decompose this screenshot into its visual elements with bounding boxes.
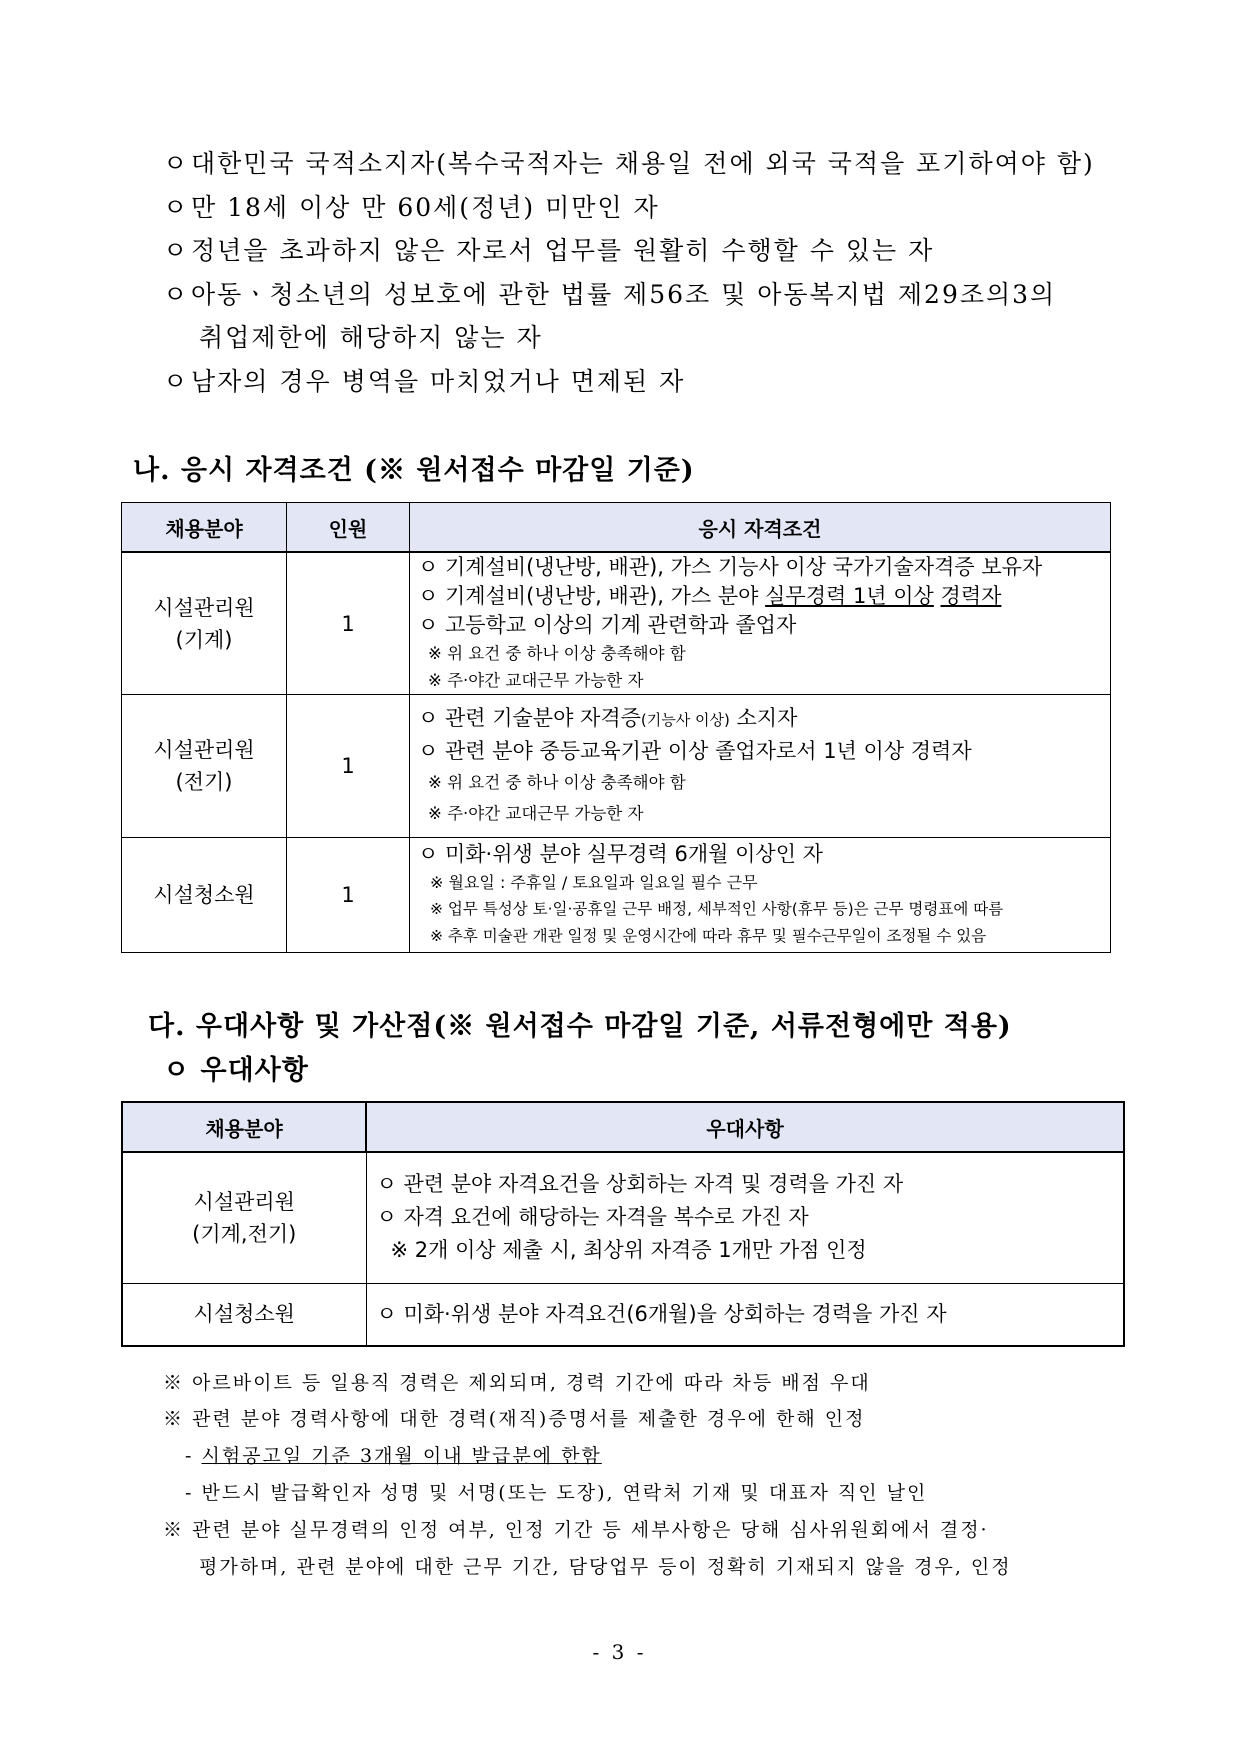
footnote-1: ※ 아르바이트 등 일용직 경력은 제외되며, 경력 기간에 따라 차등 배점 우대 bbox=[163, 1372, 871, 1394]
eligibility-item-5: ㅇ남자의 경우 병역을 마치었거나 면제된 자 bbox=[163, 362, 685, 398]
header-count: 인원 bbox=[287, 503, 410, 553]
bullet-icon: ㅇ bbox=[163, 236, 190, 265]
conditions-cell: ㅇ 미화·위생 분야 실무경력 6개월 이상인 자 ※ 월요일 : 주휴일 / 토요일과 일요일 필수 근무 ※ 업무 특성상 토·일·공휴일 근무 배정, 세부적인 사항(휴무 등)은 근무 명령표에 따름 ※ 추후 미술관 개관 일정 및 운영시간에 따라 휴무 및 필수근무일이 조정될 수 있음 bbox=[410, 838, 1111, 953]
field-cell: 시설관리원 (기계,전기) bbox=[122, 1152, 366, 1283]
conditions-cell: ㅇ 관련 기술분야 자격증(기능사 이상) 소지자 ㅇ 관련 분야 중등교육기관 이상 졸업자로서 1년 이상 경력자 ※ 위 요건 중 하나 이상 충족해야 함 ※ 주·야간 교대근무 가능한 자 bbox=[410, 695, 1111, 838]
footnote-6: 평가하며, 관련 분야에 대한 근무 기간, 담당업무 등이 정확히 기재되지 않을 경우, 인정 bbox=[199, 1556, 1012, 1578]
eligibility-item-3: ㅇ정년을 초과하지 않은 자로서 업무를 원활히 수행할 수 있는 자 bbox=[163, 231, 934, 267]
eligibility-item-4-cont: 취업제한에 해당하지 않는 자 bbox=[199, 323, 543, 352]
header-field: 채용분야 bbox=[122, 503, 287, 553]
footnote-4: - 반드시 발급확인자 성명 및 서명(또는 도장), 연락처 기재 및 대표자 직인 날인 bbox=[185, 1482, 928, 1504]
footnote-2: ※ 관련 분야 경력사항에 대한 경력(재직)증명서를 제출한 경우에 한해 인정 bbox=[163, 1408, 866, 1430]
field-cell: 시설관리원 (기계) bbox=[122, 552, 287, 695]
header-conditions: 응시 자격조건 bbox=[410, 503, 1111, 553]
header-preferences: 우대사항 bbox=[366, 1102, 1124, 1152]
table-row bbox=[122, 1283, 1124, 1346]
count-cell: 1 bbox=[287, 838, 410, 953]
field-cell: 시설청소원 bbox=[122, 838, 287, 953]
field-cell: 시설청소원 bbox=[122, 1283, 366, 1346]
bullet-icon: ㅇ bbox=[163, 193, 190, 222]
footnote-3: - 시험공고일 기준 3개월 이내 발급분에 한함 bbox=[185, 1445, 602, 1467]
eligibility-item-4: ㅇ아동ㆍ청소년의 성보호에 관한 법률 제56조 및 아동복지법 제29조의3의 bbox=[163, 275, 1056, 311]
bullet-icon: ㅇ bbox=[163, 367, 190, 396]
count-cell: 1 bbox=[287, 695, 410, 838]
page-number: - 3 - bbox=[592, 1640, 647, 1664]
field-cell: 시설관리원 (전기) bbox=[122, 695, 287, 838]
eligibility-item-2: ㅇ만 18세 이상 만 60세(정년) 미만인 자 bbox=[163, 188, 660, 224]
count-cell: 1 bbox=[287, 552, 410, 695]
conditions-cell: ㅇ 기계설비(냉난방, 배관), 가스 기능사 이상 국가기술자격증 보유자 ㅇ 기계설비(냉난방, 배관), 가스 분야 실무경력 1년 이상 경력자 ㅇ 고등학교 이상의 기계 관련학과 졸업자 ※ 위 요건 중 하나 이상 충족해야 함 ※ 주·야간 교대근무 가능한 자 bbox=[410, 552, 1111, 695]
table-row bbox=[122, 1152, 1124, 1283]
preferences-cell: ㅇ 관련 분야 자격요건을 상회하는 자격 및 경력을 가진 자 ㅇ 자격 요건에 해당하는 자격을 복수로 가진 자 ※ 2개 이상 제출 시, 최상위 자격증 1개만 가점 인정 bbox=[366, 1152, 1124, 1283]
footnote-5: ※ 관련 분야 실무경력의 인정 여부, 인정 기간 등 세부사항은 당해 심사위원회에서 결정· bbox=[163, 1519, 989, 1541]
bullet-icon: ㅇ bbox=[163, 280, 190, 309]
table-header-row bbox=[122, 1102, 1124, 1152]
table-row bbox=[122, 695, 1111, 838]
bullet-icon: ㅇ bbox=[163, 149, 190, 178]
section-da-subtitle: ㅇ 우대사항 bbox=[163, 1055, 309, 1086]
preference-table bbox=[121, 1101, 1125, 1347]
qualification-table bbox=[121, 502, 1111, 953]
table-row bbox=[122, 552, 1111, 695]
table-row bbox=[122, 838, 1111, 953]
preferences-cell: ㅇ 미화·위생 분야 자격요건(6개월)을 상회하는 경력을 가진 자 bbox=[366, 1283, 1124, 1346]
section-na-title: 나. 응시 자격조건 (※ 원서접수 마감일 기준) bbox=[133, 455, 695, 486]
section-da-title: 다. 우대사항 및 가산점(※ 원서접수 마감일 기준, 서류전형에만 적용) bbox=[148, 1011, 1012, 1042]
eligibility-item-1: ㅇ대한민국 국적소지자(복수국적자는 채용일 전에 외국 국적을 포기하여야 함) bbox=[163, 144, 1095, 180]
header-field: 채용분야 bbox=[122, 1102, 366, 1152]
table-header-row bbox=[122, 503, 1111, 553]
